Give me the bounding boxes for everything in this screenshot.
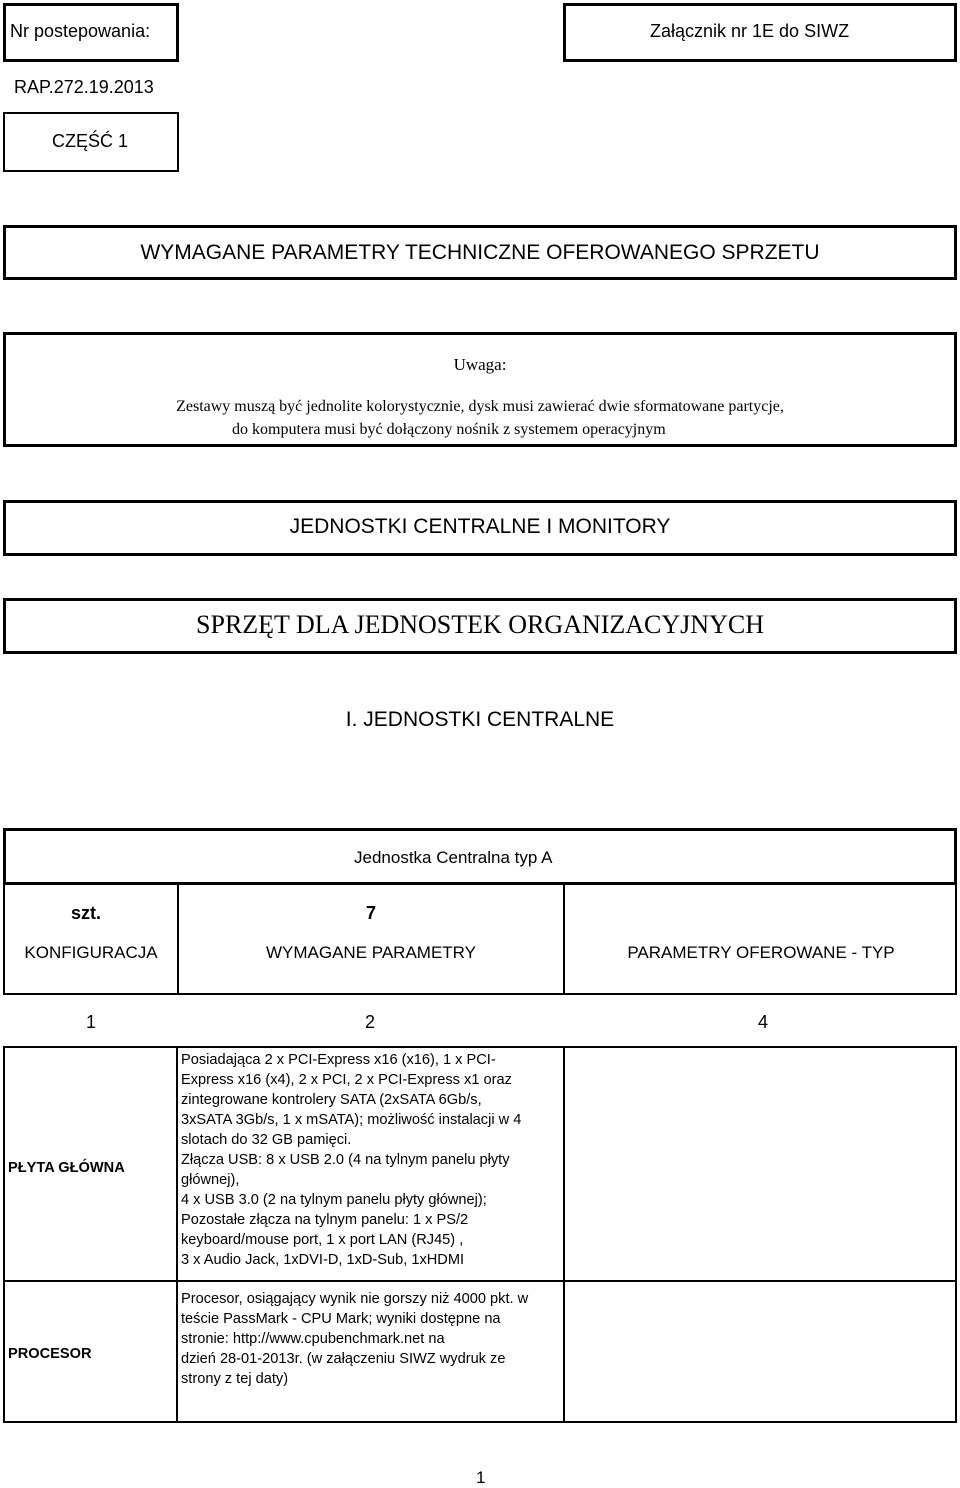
param-line: slotach do 32 GB pamięci. bbox=[181, 1132, 352, 1148]
header-configuration: KONFIGURACJA bbox=[24, 943, 158, 962]
note-line-2: do komputera musi być dołączony nośnik z systemem operacyjnym bbox=[232, 421, 666, 438]
section-org-units: SPRZĘT DLA JEDNOSTEK ORGANIZACYJNYCH bbox=[196, 610, 764, 639]
part-label: CZĘŚĆ 1 bbox=[52, 131, 129, 151]
row-motherboard-offered[interactable] bbox=[565, 1048, 955, 1280]
header-table-frame bbox=[3, 883, 957, 995]
param-line: 3xSATA 3Gb/s, 1 x mSATA); możliwość instalacji w 4 bbox=[181, 1112, 522, 1128]
section-units-monitors: JEDNOSTKI CENTRALNE I MONITORY bbox=[289, 515, 671, 538]
param-line: Złącza USB: 8 x USB 2.0 (4 na tylnym panelu płyty bbox=[181, 1152, 510, 1168]
param-line: teście PassMark - CPU Mark; wyniki dostępne na bbox=[181, 1311, 501, 1327]
row-motherboard-config: PŁYTA GŁÓWNA bbox=[8, 1160, 125, 1176]
param-line: Express x16 (x4), 2 x PCI, 2 x PCI-Express x1 oraz bbox=[181, 1072, 512, 1088]
quantity-value: 7 bbox=[366, 903, 377, 923]
case-number-label: Nr postepowania: bbox=[10, 21, 151, 41]
param-line: głównej), bbox=[181, 1172, 240, 1188]
quantity-label: szt. bbox=[71, 903, 102, 923]
column-number-1: 1 bbox=[86, 1012, 97, 1032]
section-central-units: I. JEDNOSTKI CENTRALNE bbox=[345, 708, 615, 731]
column-number-2: 2 bbox=[365, 1012, 376, 1032]
row-processor-offered[interactable] bbox=[565, 1282, 955, 1421]
column-number-4: 4 bbox=[758, 1012, 769, 1032]
row-processor-config: PROCESOR bbox=[8, 1346, 92, 1362]
param-line: stronie: http://www.cpubenchmark.net na bbox=[181, 1331, 445, 1347]
page-number: 1 bbox=[476, 1468, 486, 1487]
param-line: zintegrowane kontrolery SATA (2xSATA 6Gb/s, bbox=[181, 1092, 482, 1108]
param-line: strony z tej daty) bbox=[181, 1371, 289, 1387]
param-line: 4 x USB 3.0 (2 na tylnym panelu płyty głównej); bbox=[181, 1192, 487, 1208]
page-title: WYMAGANE PARAMETRY TECHNICZNE OFEROWANEGO SPRZETU bbox=[140, 241, 820, 264]
case-number-value: RAP.272.19.2013 bbox=[14, 77, 154, 97]
note-line-1: Zestawy muszą być jednolite kolorystycznie, dysk musi zawierać dwie sformatowane partycje, bbox=[176, 398, 784, 415]
attachment-label: Załącznik nr 1E do SIWZ bbox=[650, 21, 850, 41]
header-offered-params: PARAMETRY OFEROWANE - TYP bbox=[627, 943, 895, 962]
param-line: dzień 28-01-2013r. (w załączeniu SIWZ wydruk ze bbox=[181, 1351, 506, 1367]
note-heading: Uwaga: bbox=[453, 355, 507, 374]
param-line: Procesor, osiągający wynik nie gorszy niż 4000 pkt. w bbox=[181, 1291, 529, 1307]
param-line: Pozostałe złącza na tylnym panelu: 1 x PS/2 bbox=[181, 1212, 469, 1228]
header-required-params: WYMAGANE PARAMETRY bbox=[265, 943, 476, 962]
param-line: Posiadająca 2 x PCI-Express x16 (x16), 1 x PCI- bbox=[181, 1052, 496, 1068]
param-line: keyboard/mouse port, 1 x port LAN (RJ45) , bbox=[181, 1232, 464, 1248]
param-line: 3 x Audio Jack, 1xDVI-D, 1xD-Sub, 1xHDMI bbox=[181, 1252, 465, 1268]
unit-type-title: Jednostka Centralna typ A bbox=[354, 848, 553, 867]
